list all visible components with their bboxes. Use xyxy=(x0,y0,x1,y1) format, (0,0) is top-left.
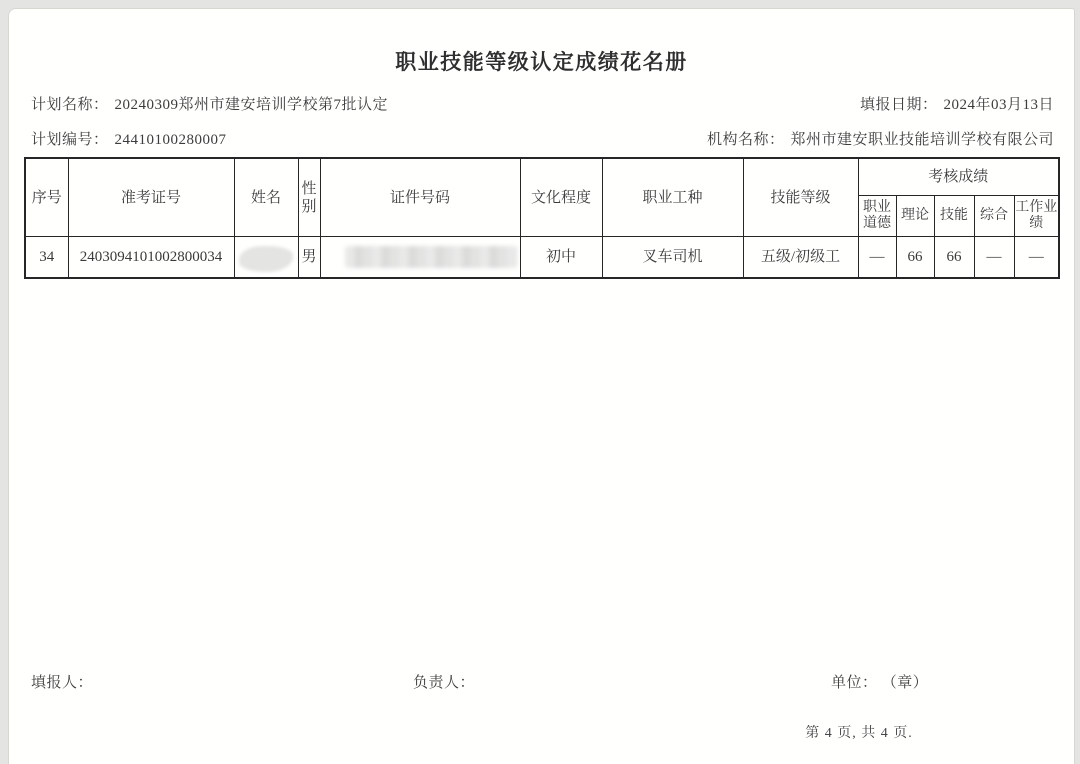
col-header-occupation: 职业工种 xyxy=(602,158,743,237)
col-header-score-theory: 理论 xyxy=(896,196,934,237)
report-date-value: 2024年03月13日 xyxy=(943,97,1054,113)
meta-row-top xyxy=(31,93,1054,114)
plan-name xyxy=(31,93,388,114)
cell-score-theory: 66 xyxy=(896,237,934,279)
col-header-education: 文化程度 xyxy=(520,158,602,237)
meta-row-bottom xyxy=(31,128,1054,149)
cell-admission-no: 2403094101002800034 xyxy=(68,237,234,279)
org-name-label: 机构名称： xyxy=(706,132,785,148)
cell-gender: 男 xyxy=(298,237,320,279)
col-header-skill-level: 技能等级 xyxy=(743,158,858,237)
unit-seal-label: 单位： （章） xyxy=(831,675,929,691)
filler-label: 填报人： xyxy=(31,675,94,691)
document-page xyxy=(8,8,1075,764)
cell-score-work: — xyxy=(1014,237,1059,279)
redacted-id-number-blur xyxy=(345,246,517,268)
col-header-admission-no: 准考证号 xyxy=(68,158,234,237)
org-name-value: 郑州市建安职业技能培训学校有限公司 xyxy=(790,132,1054,148)
cell-score-ethics: — xyxy=(858,237,896,279)
cell-skill-level: 五级/初级工 xyxy=(743,237,858,279)
report-date xyxy=(860,93,1054,114)
plan-code xyxy=(31,128,227,149)
col-header-score-work: 工作业绩 xyxy=(1014,196,1059,237)
cell-occupation: 叉车司机 xyxy=(602,237,743,279)
responsible-label: 负责人： xyxy=(413,675,476,691)
col-header-gender: 性别 xyxy=(298,158,320,237)
report-date-label: 填报日期： xyxy=(859,97,938,113)
col-header-index: 序号 xyxy=(25,158,68,237)
table-row xyxy=(25,237,1059,279)
plan-name-value: 20240309郑州市建安培训学校第7批认定 xyxy=(114,97,389,113)
score-roster-table xyxy=(24,157,1060,279)
plan-name-label: 计划名称： xyxy=(31,97,109,113)
cell-index: 34 xyxy=(25,237,68,279)
col-header-score-ethics: 职业道德 xyxy=(858,196,896,237)
col-header-score-group: 考核成绩 xyxy=(858,158,1059,196)
cell-score-comprehensive: — xyxy=(974,237,1014,279)
page-title: 职业技能等级认定成绩花名册 xyxy=(395,50,688,74)
col-header-id-number: 证件号码 xyxy=(320,158,520,237)
col-header-name: 姓名 xyxy=(234,158,298,237)
cell-name xyxy=(234,237,298,279)
cell-score-skill: 66 xyxy=(934,237,974,279)
org-name xyxy=(707,128,1054,149)
plan-code-label: 计划编号： xyxy=(31,132,109,148)
cell-education: 初中 xyxy=(520,237,602,279)
col-header-score-comprehensive: 综合 xyxy=(974,196,1014,237)
page-number: 第 4 页, 共 4 页. xyxy=(805,726,913,741)
col-header-score-skill: 技能 xyxy=(934,196,974,237)
cell-id-number xyxy=(320,237,520,279)
redacted-name-blur xyxy=(238,245,293,273)
plan-code-value: 24410100280007 xyxy=(114,132,227,148)
